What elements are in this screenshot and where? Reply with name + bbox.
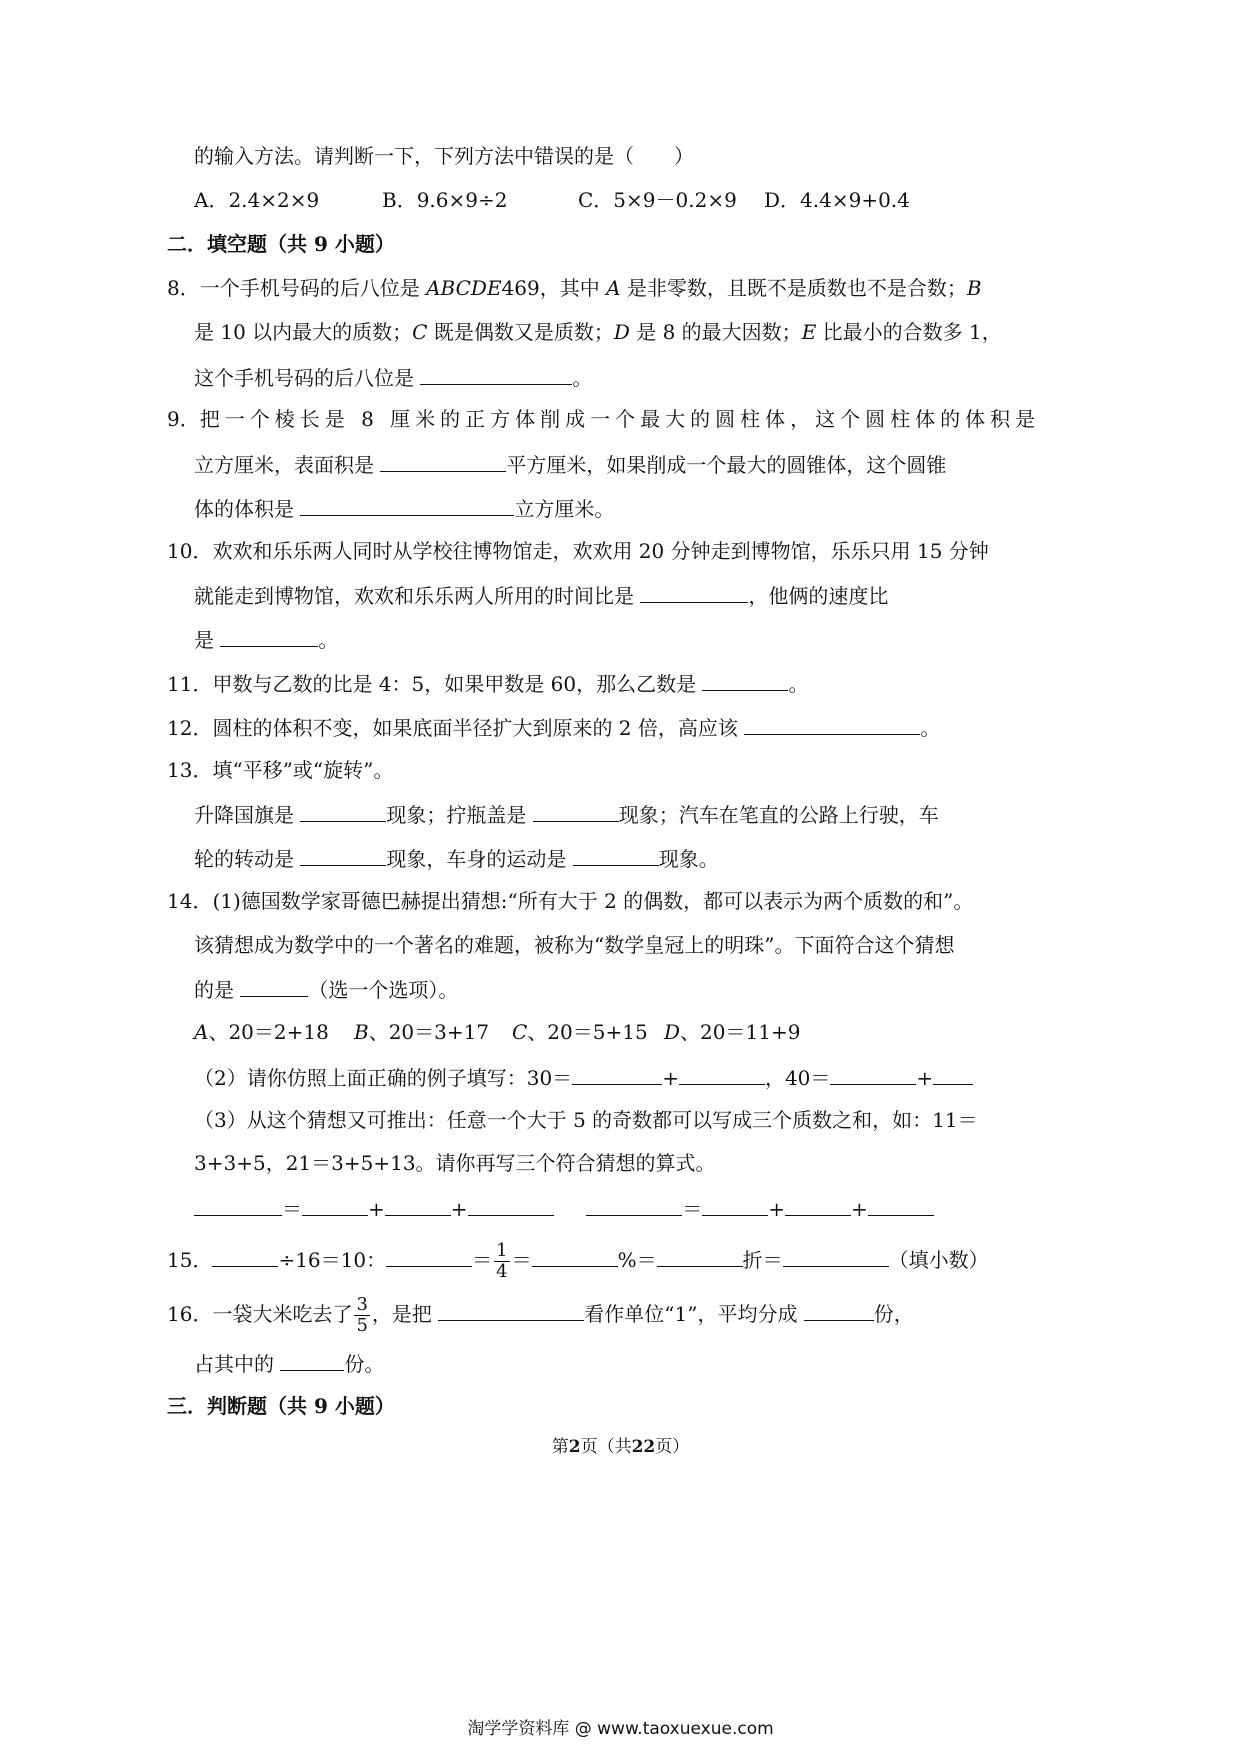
q14-eq2-a-blank[interactable] [702, 1193, 768, 1216]
q14-option-d: D、20＝11+9 [664, 1020, 801, 1044]
section-heading-true-false: 三．判断题（共 9 小题） [167, 1394, 395, 1418]
q12-answer-blank[interactable] [744, 712, 920, 735]
q14-line-3: 的是 （选一个选项）。 [194, 974, 458, 1004]
q14-40-first-blank[interactable] [830, 1062, 916, 1085]
section-heading-fill-in: 二．填空题（共 9 小题） [167, 232, 395, 256]
q14-eq1-a-blank[interactable] [302, 1193, 368, 1216]
q16-fraction: $\frac{3}{5}$ [356, 1294, 368, 1336]
q16-line-1: 16．一袋大米吃去了 $\frac{3}{5}$ ，是把 看作单位“1”，平均分成 份， [167, 1294, 914, 1336]
q15-discount-blank[interactable] [657, 1244, 743, 1267]
q7-option-c: C．5×9－0.2×9 [578, 188, 737, 212]
q14-option-b: B、20＝3+17 [354, 1020, 490, 1044]
q15-line: 15． ÷16＝10： ＝ $\frac{1}{4}$ ＝ %＝ 折＝ （填小数） [167, 1240, 989, 1282]
q9-line-1: 9．把一个棱长是 8 厘米的正方体削成一个最大的圆柱体，这个圆柱体的体积是 [167, 407, 1041, 431]
q14-part-2: （2）请你仿照上面正确的例子填写：30＝ + ，40＝ + [194, 1062, 973, 1092]
q14-30-second-blank[interactable] [679, 1062, 765, 1085]
q14-part-3-line-2: 3+3+5，21＝3+5+13。请你再写三个符合猜想的算式。 [194, 1151, 716, 1175]
q8-line-1: 8．一个手机号码的后八位是 ABCDE469，其中 A 是非零数，且既不是质数也不是合数；B [167, 276, 982, 300]
q14-40-second-blank[interactable] [933, 1062, 973, 1085]
q14-choice-blank[interactable] [240, 974, 308, 997]
q7-tail: 的输入方法。请判断一下，下列方法中错误的是（ ） [194, 144, 694, 168]
q16-line-2: 占其中的 份。 [194, 1348, 384, 1378]
q14-line-2: 该猜想成为数学中的一个著名的难题，被称为“数学皇冠上的明珠”。下面符合这个猜想 [194, 933, 955, 957]
watermark-text: 淘学学资料库 @ www.taoxuexue.com [467, 1719, 774, 1739]
page-total: 22 [631, 1437, 656, 1457]
q13-line-3: 轮的转动是 现象，车身的运动是 现象。 [194, 843, 719, 873]
q14-eq1-sum-blank[interactable] [194, 1193, 282, 1216]
q10-line-3: 是 。 [194, 624, 338, 654]
page-number: 2 [568, 1437, 581, 1457]
q12-line: 12．圆柱的体积不变，如果底面半径扩大到原来的 2 倍，高应该 。 [167, 712, 940, 742]
q13-body-blank[interactable] [573, 843, 659, 866]
q10-speed-ratio-blank[interactable] [220, 624, 318, 647]
q8-line-2: 是 10 以内最大的质数；C 既是偶数又是质数；D 是 8 的最大因数；E 比最小的合数多 1， [194, 320, 1002, 344]
q16-parts-blank[interactable] [804, 1298, 874, 1321]
q8-answer-blank[interactable] [420, 362, 572, 385]
q14-option-a: A、20＝2+18 [194, 1020, 329, 1044]
q16-unit-blank[interactable] [438, 1298, 584, 1321]
q14-eq2-b-blank[interactable] [785, 1193, 851, 1216]
q10-line-1: 10．欢欢和乐乐两人同时从学校往博物馆走，欢欢用 20 分钟走到博物馆，乐乐只用 15 分钟 [167, 539, 989, 563]
q11-answer-blank[interactable] [702, 668, 788, 691]
q10-time-ratio-blank[interactable] [640, 580, 748, 603]
q8-line-3: 这个手机号码的后八位是 。 [194, 362, 592, 392]
q9-surface-blank[interactable] [380, 449, 506, 472]
q14-eq2-sum-blank[interactable] [586, 1193, 682, 1216]
q16-share-blank[interactable] [280, 1348, 344, 1371]
q11-line: 11．甲数与乙数的比是 4：5，如果甲数是 60，那么乙数是 。 [167, 668, 808, 698]
q9-line-2: 立方厘米，表面积是 平方厘米，如果削成一个最大的圆锥体，这个圆锥 [194, 449, 946, 479]
q14-eq2-c-blank[interactable] [868, 1193, 934, 1216]
q14-line-1: 14．(1)德国数学家哥德巴赫提出猜想:“所有大于 2 的偶数，都可以表示为两个质数的和”。 [167, 889, 974, 913]
page-footer: 第2页（共22页） [551, 1437, 690, 1457]
q15-ratio-blank[interactable] [386, 1244, 472, 1267]
q14-eq1-b-blank[interactable] [385, 1193, 451, 1216]
q14-30-first-blank[interactable] [572, 1062, 662, 1085]
q13-line-1: 13．填“平移”或“旋转”。 [167, 758, 394, 782]
q13-flag-blank[interactable] [300, 799, 386, 822]
q15-fraction: $\frac{1}{4}$ [496, 1240, 508, 1282]
q7-option-d: D．4.4×9+0.4 [764, 188, 910, 212]
q9-cone-volume-blank[interactable] [300, 493, 514, 516]
q13-line-2: 升降国旗是 现象；拧瓶盖是 现象；汽车在笔直的公路上行驶，车 [194, 799, 939, 829]
q13-wheel-blank[interactable] [300, 843, 386, 866]
q15-dividend-blank[interactable] [212, 1244, 278, 1267]
q7-option-a: A．2.4×2×9 [194, 188, 320, 212]
q15-decimal-blank[interactable] [783, 1244, 889, 1267]
q14-part-3-line-1: （3）从这个猜想又可推出：任意一个大于 5 的奇数都可以写成三个质数之和，如：11＝ [194, 1108, 978, 1132]
q7-option-b: B．9.6×9÷2 [382, 188, 508, 212]
q14-eq1-c-blank[interactable] [468, 1193, 554, 1216]
q14-option-c: C、20＝5+15 [512, 1020, 648, 1044]
q15-percent-blank[interactable] [532, 1244, 618, 1267]
q10-line-2: 就能走到博物馆，欢欢和乐乐两人所用的时间比是 ，他俩的速度比 [194, 580, 888, 610]
q13-bottle-cap-blank[interactable] [533, 799, 619, 822]
q9-line-3: 体的体积是 立方厘米。 [194, 493, 614, 523]
q14-part-3-equations: ＝ + + ＝ + + [194, 1193, 934, 1223]
